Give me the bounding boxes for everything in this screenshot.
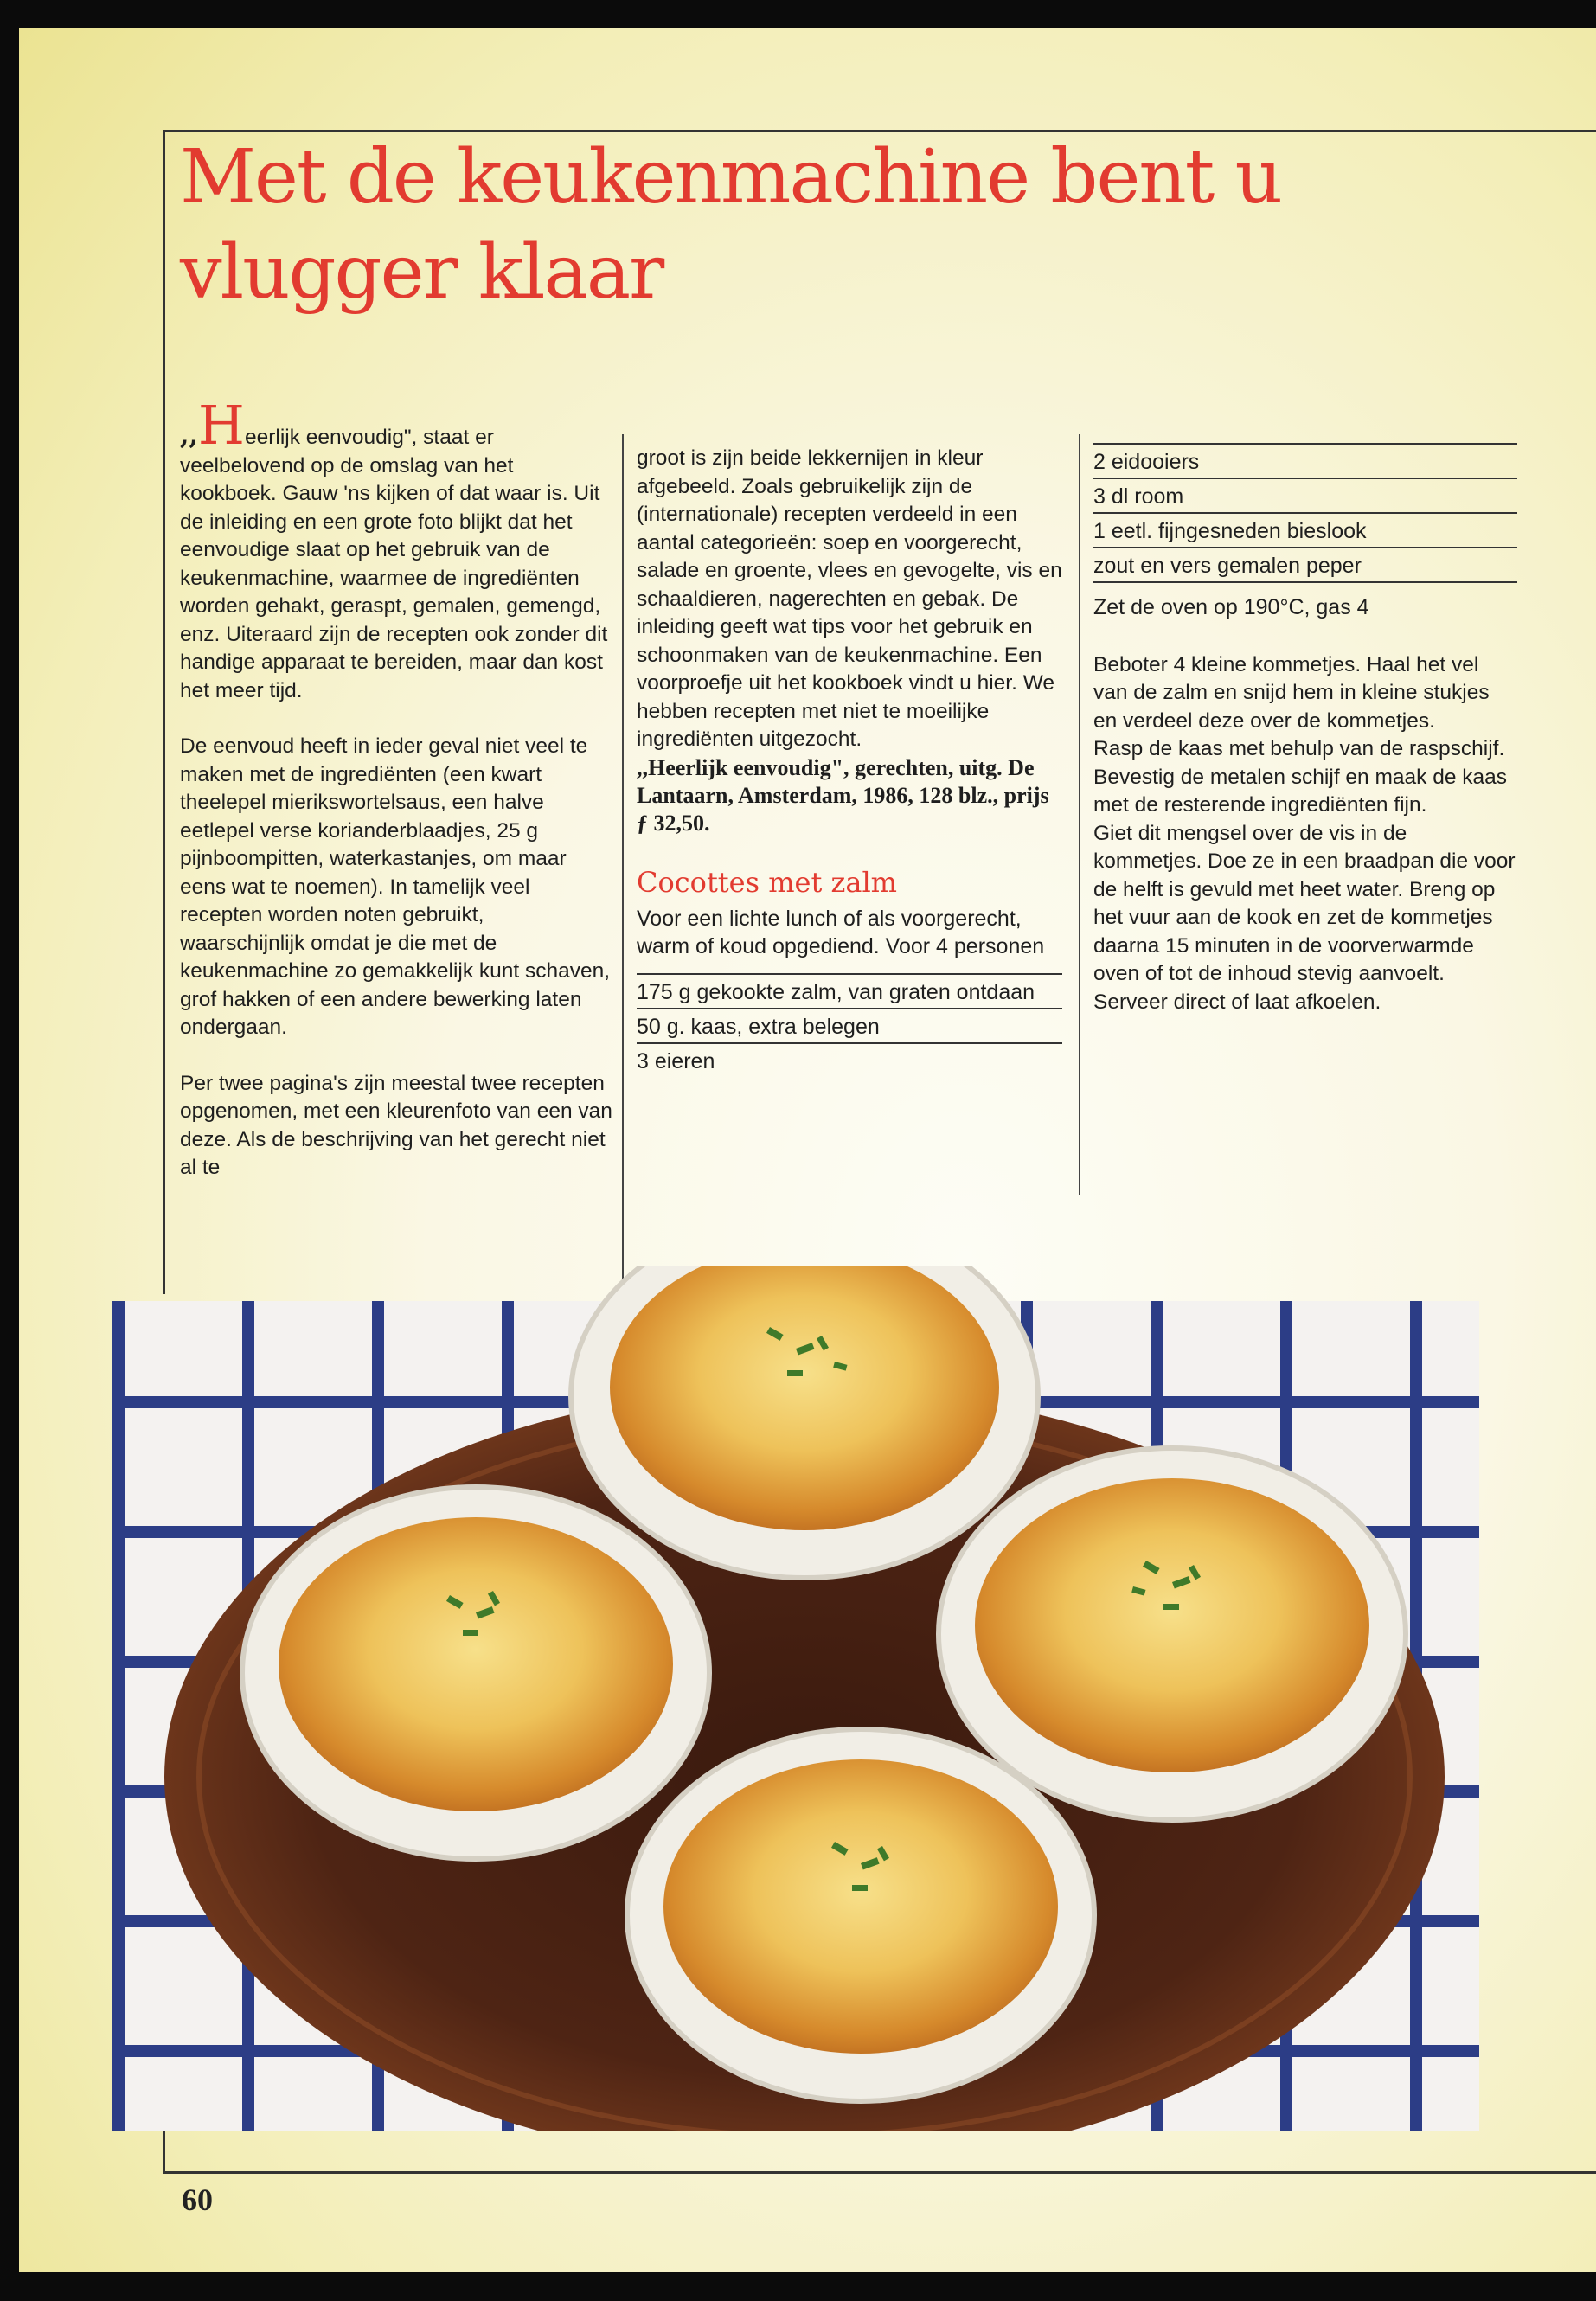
recipe-title: Cocottes met zalm [637, 865, 898, 899]
paragraph-2: De eenvoud heeft in ieder geval niet veel te maken met de ingrediënten (een kwart theelepel mierikswortelsaus, een halve eetlepel verse korianderblaadjes, 25 g pijnboompitten, waterkastanjes, om maar eens wat te noemen). In tamelijk veel recepten worden noten gebruikt, waarschijnlijk omdat je die met de keukenmachine zo gemakkelijk kunt schaven, grof hakken of een andere bewerking laten ondergaan. [180, 734, 611, 1039]
frame-rule-left [163, 130, 165, 1294]
method-step-1: Beboter 4 kleine kommetjes. Haal het vel van de zalm en snijd hem in kleine stukjes en verdeel deze over de kommetjes. [1093, 652, 1490, 733]
intro-paragraph [180, 394, 612, 705]
cocottes-photo [112, 1266, 1479, 2131]
cocotte-right [939, 1448, 1406, 1820]
intro-text: eerlijk eenvoudig", staat er veelbelovend op de omslag van het kookboek. Gauw 'ns kijken of dat waar is. Uit de inleiding en een grote foto blijkt dat het eenvoudige slaat op het gebruik van de keukenmachine, waarmee de ingrediënten worden gehakt, geraspt, gemalen, gemengd, enz. Uiteraard zijn de recepten ook zonder dit handige apparaat te bereiden, maar dan kost het meer tijd. [180, 426, 608, 702]
cocotte-bottom [627, 1729, 1094, 2101]
article-title: Met de keukenmachine bent u vlugger klaar [180, 134, 1282, 316]
column-divider-2 [1079, 434, 1080, 1195]
book-reference: ,,Heerlijk eenvoudig", gerechten, uitg. De Lantaarn, Amsterdam, 1986, 128 blz., prijs ƒ 32,50. [637, 754, 1049, 836]
text-column-1 [180, 394, 612, 1210]
method-step-3: Giet dit mengsel over de vis in de kommetjes. Doe ze in een braadpan die voor de helft is gevuld met heet water. Breng op het vuur aan de kook en zet de kommetjes daarna 15 minuten in de voorverwarmde oven of tot de inhoud stevig aanvoelt. Serveer direct of laat afkoelen. [1093, 821, 1516, 1014]
ingredient-item: 1 eetl. fijngesneden bieslook [1093, 512, 1517, 547]
ingredient-item: 3 dl room [1093, 478, 1517, 512]
ingredient-item: 50 g. kaas, extra belegen [637, 1008, 1062, 1042]
ingredient-item: 175 g gekookte zalm, van graten ontdaan [637, 973, 1062, 1008]
method-step-2: Rasp de kaas met behulp van de raspschijf. Bevestig de metalen schijf en maak de kaas met de resterende ingrediënten fijn. [1093, 737, 1508, 817]
recipe-intro: Voor een lichte lunch of als voorgerecht, warm of koud opgediend. Voor 4 personen [637, 906, 1045, 958]
drop-cap: H [197, 394, 245, 457]
cocotte-left [242, 1487, 709, 1859]
paragraph-continued: groot is zijn beide lekkernijen in kleur afgebeeld. Zoals gebruikelijk zijn de (internationale) recepten verdeeld in een aantal categorieën: soep en voorgerecht, salade en groente, vlees en gevogelte, vis en schaaldieren, nagerechten en gebak. De inleiding geeft wat tips voor het gebruik en schoonmaken van de keukenmachine. Een voorproefje uit het kookboek vindt u hier. We hebben recepten met niet te moeilijke ingrediënten uitgezocht. [637, 446, 1062, 751]
text-column-2 [637, 445, 1062, 1077]
ingredient-item: zout en vers gemalen peper [1093, 547, 1517, 583]
oven-instruction: Zet de oven op 190°C, gas 4 [1093, 595, 1369, 619]
magazine-page [19, 28, 1596, 2272]
ingredient-item: 2 eidooiers [1093, 443, 1517, 478]
text-column-3 [1093, 443, 1517, 1016]
frame-rule-bottom [163, 2171, 1596, 2174]
column-divider-1 [622, 434, 624, 1295]
page-number: 60 [182, 2182, 213, 2217]
ingredient-item: 3 eieren [637, 1042, 1062, 1077]
open-quote: ,, [180, 420, 198, 451]
paragraph-3: Per twee pagina's zijn meestal twee recepten opgenomen, met een kleurenfoto van een van deze. Als de beschrijving van het gerecht niet al te [180, 1071, 612, 1179]
